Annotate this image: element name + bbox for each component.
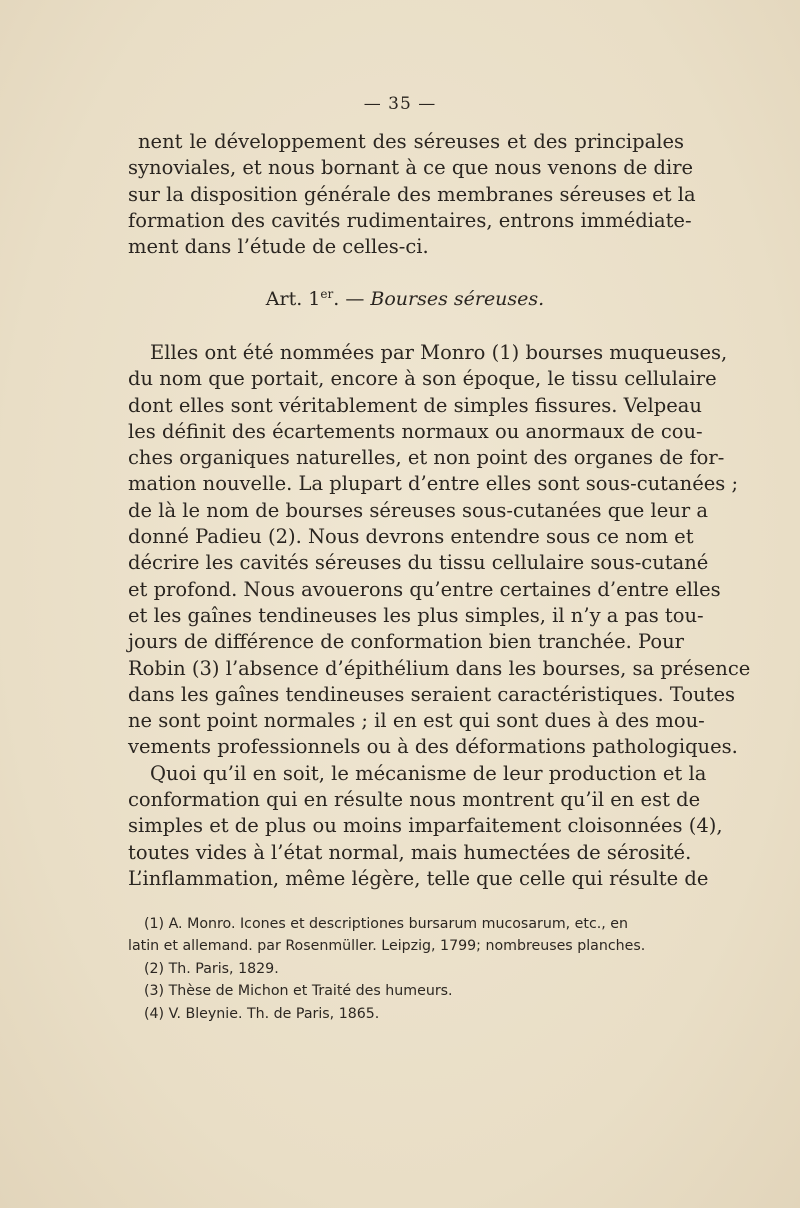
text-line: les définit des écartements normaux ou anormaux de cou- [128,419,703,443]
heading-separator: . — [333,288,371,310]
text-line: toutes vides à l’état normal, mais humectées de sérosité. [128,840,692,864]
page-number: — 35 — [363,94,437,114]
text-line: du nom que portait, encore à son époque, le tissu cellulaire [128,367,717,391]
text-line: nent le développement des séreuses et des principales [138,130,684,153]
footnote-1-continued: latin et allemand. par Rosenmüller. Leipzig, 1799; nombreuses planches. [128,938,646,955]
text-line: et les gaînes tendineuses les plus simples, il n’y a pas tou- [128,603,704,627]
text-line: simples et de plus ou moins imparfaitement cloisonnées (4), [128,814,723,838]
text-line: Robin (3) l’absence d’épithélium dans les bourses, sa présence [128,656,751,680]
text-line: Quoi qu’il en soit, le mécanisme de leur production et la [150,761,707,785]
text-line: mation nouvelle. La plupart d’entre elles sont sous-cutanées ; [128,472,739,496]
paragraph-continuation [128,129,696,260]
text-line: et profond. Nous avouerons qu’entre certaines d’entre elles [128,577,721,601]
footnote-1: (1) A. Monro. Icones et descriptiones bursarum mucosarum, etc., en [144,916,629,932]
footnote-4: (4) V. Bleynie. Th. de Paris, 1865. [144,1005,380,1022]
article-number: Art. 1 [265,288,321,310]
text-line: sur la disposition générale des membranes séreuses et la [128,182,696,206]
article-title: Bourses séreuses. [370,288,545,310]
text-line: dans les gaînes tendineuses seraient caractéristiques. Toutes [128,682,736,706]
footnote-2: (2) Th. Paris, 1829. [144,960,279,977]
text-line: vements professionnels ou à des déformations pathologiques. [128,735,738,759]
text-line: L’inflammation, même légère, telle que celle qui résulte de [128,866,709,890]
text-line: synoviales, et nous bornant à ce que nous venons de dire [128,156,694,180]
text-line: de là le nom de bourses séreuses sous-cutanées que leur a [128,498,708,522]
text-line: ches organiques naturelles, et non point des organes de for- [128,446,725,470]
footnotes [128,913,684,1025]
article-heading [0,287,800,310]
text-line: ne sont point normales ; il en est qui sont dues à des mou- [128,709,705,733]
text-line: Elles ont été nommées par Monro (1) bourses muqueuses, [150,341,728,364]
text-line: formation des cavités rudimentaires, entrons immédiate- [128,208,692,232]
text-line: ment dans l’étude de celles-ci. [128,235,429,259]
footnote-3: (3) Thèse de Michon et Traité des humeurs. [144,983,453,1000]
text-line: donné Padieu (2). Nous devrons entendre sous ce nom et [128,525,694,549]
text-line: dont elles sont véritablement de simples fissures. Velpeau [128,393,702,417]
article-superscript: er [320,287,334,301]
text-line: jours de différence de conformation bien tranchée. Pour [128,630,684,654]
text-line: conformation qui en résulte nous montrent qu’il en est de [128,788,701,812]
text-line: décrire les cavités séreuses du tissu cellulaire sous-cutané [128,551,709,575]
paragraph-bourses [128,340,751,892]
